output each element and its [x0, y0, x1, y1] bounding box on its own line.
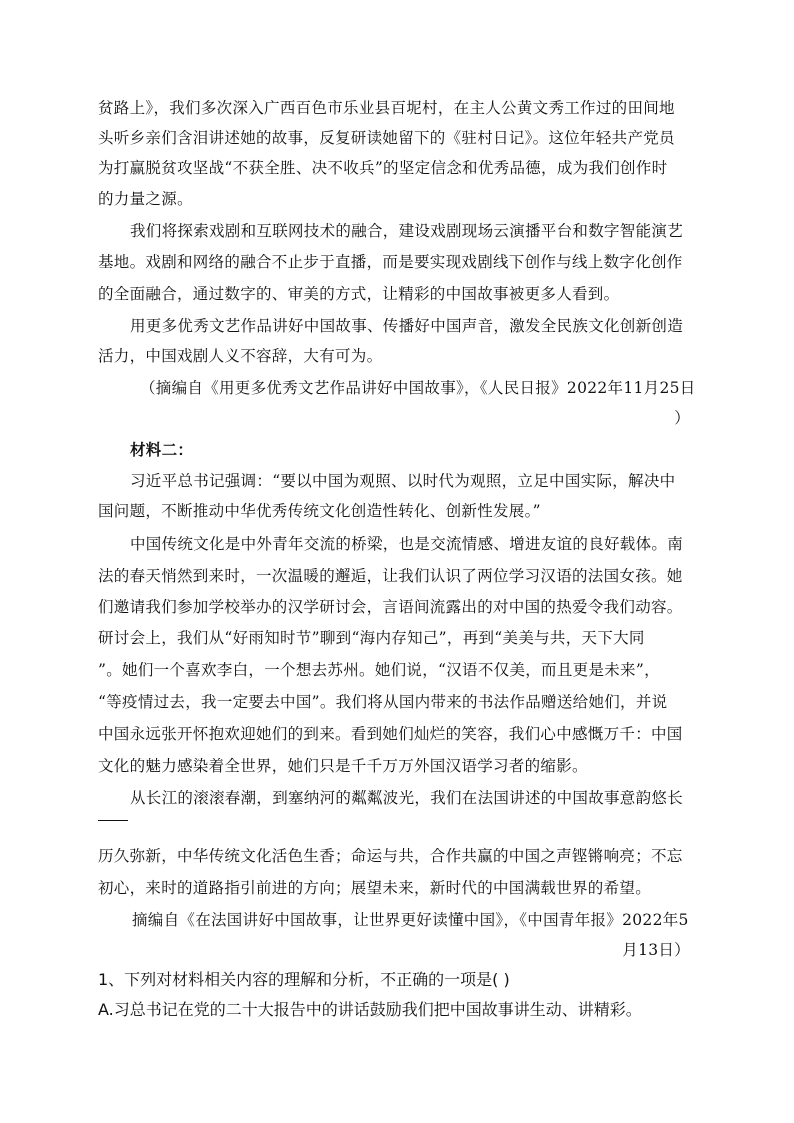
option-a: A.习总书记在党的二十大报告中的讲话鼓励我们把中国故事讲生动、讲精彩。: [98, 1000, 642, 1019]
dash-rule: [98, 820, 128, 821]
text-line: 研讨会上，我们从“好雨知时节”聊到“海内存知己”，再到“美美与共，天下大同: [98, 629, 645, 647]
text-line: ”。她们一个喜欢李白，一个想去苏州。她们说，“汉语不仅美，而且更是未来”，: [98, 661, 660, 679]
source-citation: 摘编自《在法国讲好中国故事，让世界更好读懂中国》，《中国青年报》2022年5: [132, 911, 689, 929]
text-line: 头听乡亲们含泪讲述她的故事，反复研读她留下的《驻村日记》。这位年轻共产党员: [98, 129, 675, 147]
text-line: 我们将探索戏剧和互联网技术的融合，建设戏剧现场云演播平台和数字智能演艺: [130, 222, 684, 240]
text-line: 初心，来时的道路指引前进的方向；展望未来，新时代的中国满载世界的希望。: [98, 879, 652, 897]
text-line: 用更多优秀文艺作品讲好中国故事、传播好中国声音，激发全民族文化创新创造: [130, 317, 684, 335]
text-line: 活力，中国戏剧人义不容辞，大有可为。: [98, 347, 383, 365]
text-line: 中国永远张开怀抱欢迎她们的到来。看到她们灿烂的笑容，我们心中感慨万千：中国: [98, 725, 683, 743]
text-line: 从长江的滚滚春潮，到塞纳河的粼粼波光，我们在法国讲述的中国故事意韵悠长: [130, 789, 684, 807]
text-line: 们邀请我们参加学校举办的汉学研讨会，言语间流露出的对中国的热爱令我们动容。: [98, 598, 683, 616]
text-line: 法的春天悄然到来时，一次温暖的邂逅，让我们认识了两位学习汉语的法国女孩。她: [98, 567, 683, 585]
source-citation: 月13日）: [622, 941, 690, 959]
text-line: 历久弥新，中华传统文化活色生香；命运与共，合作共赢的中国之声铿锵响亮；不忘: [98, 847, 683, 865]
source-citation: （摘编自《用更多优秀文艺作品讲好中国故事》，《人民日报》2022年11月25日: [140, 379, 696, 397]
text-line: 贫路上》，我们多次深入广西百色市乐业县百坭村，在主人公黄文秀工作过的田间地: [98, 99, 675, 117]
text-line: 的力量之源。: [98, 190, 193, 208]
text-line: 国问题，不断推动中华优秀传统文化创造性转化、创新性发展。”: [98, 502, 541, 520]
text-line: “等疫情过去，我一定要去中国”。我们将从国内带来的书法作品赠送给她们，并说: [98, 693, 668, 711]
text-line: 文化的魅力感染着全世界，她们只是千千万万外国汉语学习者的缩影。: [98, 757, 588, 775]
text-line: 习近平总书记强调：“要以中国为观照、以时代为观照，立足中国实际，解决中: [130, 472, 676, 490]
text-line: 基地。戏剧和网络的融合不止步于直播，而是要实现戏剧线下创作与线上数字化创作: [98, 253, 683, 271]
text-line: 为打赢脱贫攻坚战“不获全胜、决不收兵”的坚定信念和优秀品德，成为我们创作时: [98, 159, 668, 177]
text-line: 的全面融合，通过数字的、审美的方式，让精彩的中国故事被更多人看到。: [98, 285, 620, 303]
source-citation: ）: [674, 409, 690, 427]
text-line: 中国传统文化是中外青年交流的桥梁，也是交流情感、增进友谊的良好载体。南: [130, 535, 684, 553]
question-stem: 1、下列对材料相关内容的理解和分析，不正确的一项是( ): [98, 970, 510, 989]
section-heading: 材料二：: [130, 440, 194, 459]
